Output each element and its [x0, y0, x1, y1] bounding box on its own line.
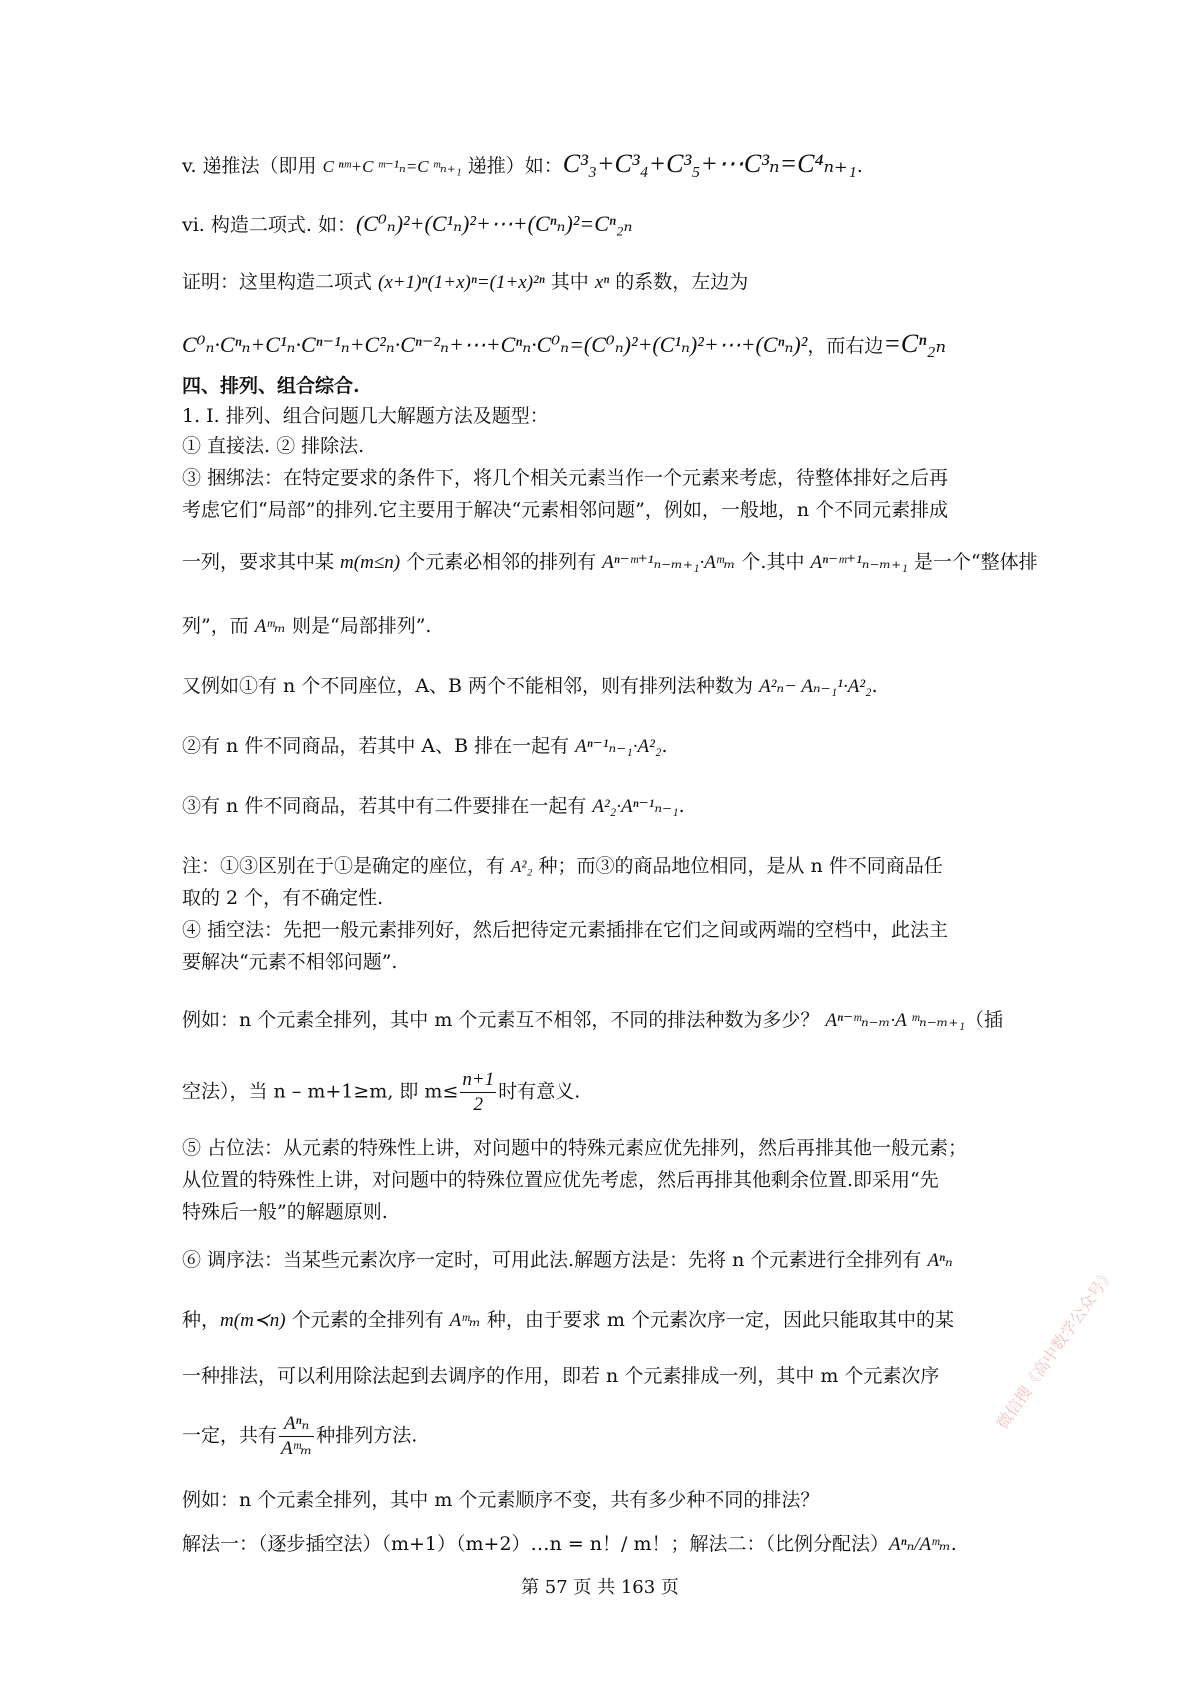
line-proof-formula: C⁰ₙ·Cⁿₙ+C¹ₙ·Cⁿ⁻¹ₙ+C²ₙ·Cⁿ⁻²ₙ+⋯+Cⁿₙ·C⁰ₙ=(C⁰ₙ)²+(C¹ₙ)²+⋯+(Cⁿₙ)²，而右边=Cⁿ₂ₙ [182, 329, 946, 358]
fraction-A-over-A: $\frac{\text{Aⁿₙ}}{\text{Aᵐₘ}}$ [281, 1413, 313, 1459]
watermark: 微信搜《高中数学公众号》 [992, 1264, 1119, 1433]
occupy-method-line2: 从位置的特殊性上讲，对问题中的特殊位置应优先考虑，然后再排其他剩余位置.即采用“先 [182, 1169, 939, 1191]
example-goods-2: ③有 n 件不同商品，若其中有二件要排在一起有 A²₂·Aⁿ⁻¹ₙ₋₁. [182, 795, 685, 817]
insertion-method-line2: 要解决“元素不相邻问题”. [182, 951, 398, 973]
note-line1: 注：①③区别在于①是确定的座位，有 A²₂ 种；而③的商品地位相同，是从 n 件不同商品任 [182, 855, 943, 877]
line-proof: 证明：这里构造二项式 (x+1)ⁿ(1+x)ⁿ=(1+x)²ⁿ 其中 xⁿ 的系数，左边为 [182, 271, 749, 293]
order-example: 例如：n 个元素全排列，其中 m 个元素顺序不变，共有多少种不同的排法？ [182, 1489, 820, 1511]
page-footer: 第 57 页 共 163 页 [521, 1577, 679, 1598]
example-seats: 又例如①有 n 个不同座位，A、B 两个不能相邻，则有排列法种数为 A²ₙ− Aₙ₋₁¹·A²₂. [182, 675, 878, 697]
order-method-line1: ⑥ 调序法：当某些元素次序一定时，可用此法.解题方法是：先将 n 个元素进行全排列有 Aⁿₙ [182, 1249, 953, 1271]
subsection-title: 1. I. 排列、组合问题几大解题方法及题型： [182, 405, 549, 427]
order-solutions: 解法一：（逐步插空法）（m+1）（m+2）…n = n！/ m！；解法二：（比例分配法）Aⁿₙ/Aᵐₘ. [182, 1533, 957, 1555]
insertion-example: 例如：n 个元素全排列，其中 m 个元素互不相邻，不同的排法种数为多少？ Aⁿ⁻ᵐₙ₋ₘ·A ᵐₙ₋ₘ₊₁（插 [182, 1009, 1004, 1031]
binding-method-line2: 考虑它们“局部”的排列.它主要用于解决“元素相邻问题”，例如，一般地，n 个不同元素排成 [182, 499, 949, 521]
note-line2: 取的 2 个，有不确定性. [182, 887, 384, 909]
insertion-method-line1: ④ 插空法：先把一般元素排列好，然后把待定元素插排在它们之间或两端的空档中，此法主 [182, 919, 949, 941]
example-goods-1: ②有 n 件不同商品，若其中 A、B 排在一起有 Aⁿ⁻¹ₙ₋₁·A²₂. [182, 735, 668, 757]
insertion-condition: 空法），当 n – m+1≥m, 即 m≤ $\frac{n+1}{2}$ 时有意义. [182, 1069, 581, 1115]
binding-method-line1: ③ 捆绑法：在特定要求的条件下，将几个相关元素当作一个元素来考虑，待整体排好之后再 [182, 467, 949, 489]
occupy-method-line3: 特殊后一般”的解题原则. [182, 1201, 388, 1223]
methods-direct-exclusion: ① 直接法. ② 排除法. [182, 435, 365, 457]
line-recursion: v. 递推法（即用 C ⁿᵐ+C ᵐ⁻¹ₙ=C ᵐₙ₊₁ 递推）如：C³₃+C³₄+C³₅+⋯C³ₙ=C⁴ₙ₊₁. [182, 149, 863, 178]
line-binomial: vi. 构造二项式. 如：(C⁰ₙ)²+(C¹ₙ)²+⋯+(Cⁿₙ)²=Cⁿ₂ₙ [182, 211, 633, 236]
fraction-n-plus-1-over-2: $\frac{n+1}{2}$ [462, 1069, 495, 1115]
order-method-line3: 一种排法，可以利用除法起到去调序的作用，即若 n 个元素排成一列，其中 m 个元素次序 [182, 1365, 940, 1387]
binding-method-line4: 列”，而 Aᵐₘ 则是“局部排列”. [182, 615, 432, 637]
binding-method-line3: 一列，要求其中某 m(m≤n) 个元素必相邻的排列有 Aⁿ⁻ᵐ⁺¹ₙ₋ₘ₊₁·Aᵐₘ 个.其中 Aⁿ⁻ᵐ⁺¹ₙ₋ₘ₊₁ 是一个“整体排 [182, 551, 1038, 573]
section-heading: 四、排列、组合综合. [182, 375, 360, 397]
order-method-line2: 种，m(m≺n) 个元素的全排列有 Aᵐₘ 种，由于要求 m 个元素次序一定，因此只能取其中的某 [182, 1309, 954, 1331]
order-method-line4: 一定，共有 $\frac{\text{Aⁿₙ}}{\text{Aᵐₘ}}$ 种排列方法. [182, 1413, 418, 1459]
occupy-method-line1: ⑤ 占位法：从元素的特殊性上讲，对问题中的特殊元素应优先排列，然后再排其他一般元素； [182, 1137, 968, 1159]
